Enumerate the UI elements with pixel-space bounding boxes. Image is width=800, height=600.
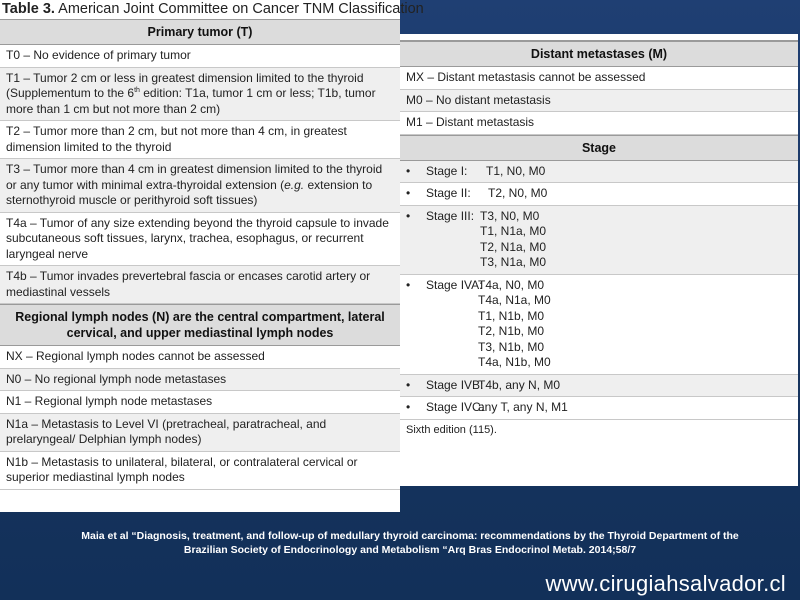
regional-nodes-header: Regional lymph nodes (N) are the central compartment, lateral cervical, and upper mediastinal lymph nodes [0,304,400,346]
regional-nodes-row-n1a: N1a – Metastasis to Level VI (pretracheal, paratracheal, and prelaryngeal/ Delphian lymph nodes) [0,414,400,452]
primary-tumor-row-t3 [0,159,400,213]
stage-combos: T1, N0, M0 [486,163,546,178]
t1-superscript: th [134,87,140,94]
stage-combos: any T, any N, M1 [478,400,568,414]
stage-name: Stage IVC: [426,400,485,414]
primary-tumor-row-t4b: T4b – Tumor invades prevertebral fascia or encases carotid artery or mediastinal vessels [0,266,400,304]
primary-tumor-row-t0: T0 – No evidence of primary tumor [0,45,400,68]
t1-text-b: edition: T1a, tumor 1 cm or less; T1b, tumor more than 1 cm but not more than 2 cm) [6,86,376,116]
stage-combos: T4a, N0, M0 T4a, N1a, M0 T1, N1b, M0 T2, N1b, M0 T3, N1b, M0 T4a, N1b, M0 [478,277,551,369]
regional-nodes-row-n1: N1 – Regional lymph node metastases [0,391,400,414]
regional-nodes-row-nx: NX – Regional lymph nodes cannot be assessed [0,346,400,369]
stage-combos: T3, N0, M0 T1, N1a, M0 T2, N1a, M0 T3, N1a, M0 [480,208,547,269]
bullet-icon: • [406,208,411,223]
table-caption: American Joint Committee on Cancer TNM Classification [54,1,424,17]
bullet-icon: • [406,277,411,292]
stage-row-ivc [400,397,798,420]
t1-text-a: T1 – Tumor 2 cm or less in greatest dimension limited to the thyroid (Supplementum to the 6 [6,70,364,100]
regional-nodes-row-n1b: N1b – Metastasis to unilateral, bilateral, or contralateral cervical or superior mediastinal lymph nodes [0,452,400,490]
regional-nodes-row-n0: N0 – No regional lymph node metastases [0,369,400,392]
bullet-icon: • [406,163,411,178]
stage-name: Stage I: [426,163,468,178]
bullet-icon: • [406,400,411,414]
t3-text-b: extension to sternothyroid muscle or perithyroid soft tissues) [6,177,373,207]
left-table-panel [0,0,424,512]
website-url: www.cirugiahsalvador.cl [545,571,786,596]
primary-tumor-header: Primary tumor (T) [0,19,400,45]
stage-header: Stage [400,135,798,161]
citation-text: Maia et al “Diagnosis, treatment, and follow-up of medullary thyroid carcinoma: recommendations by the Thyroid Department of the Brazilian Society of Endocrinology and Metabolism “Arq Bras Endocrinol Metab. 2014;58/7 [81,530,739,556]
distant-metastases-row-m0: M0 – No distant metastasis [400,90,798,113]
distant-metastases-row-mx: MX – Distant metastasis cannot be assessed [400,67,798,90]
stage-row-iii [400,206,798,275]
stage-row-ii [400,183,798,206]
stage-name: Stage IVB: [426,377,484,392]
table-title [0,0,424,19]
right-table-panel [400,34,798,486]
bullet-icon: • [406,377,411,392]
stage-combos: T4b, any N, M0 [478,377,561,392]
stage-name: Stage III: [426,208,475,223]
cropped-strip [400,34,798,41]
stage-name: Stage II: [426,186,471,200]
stage-name: Stage IVA: [426,277,483,292]
bullet-icon: • [406,186,411,200]
primary-tumor-row-t4a: T4a – Tumor of any size extending beyond the thyroid capsule to invade subcutaneous soft tissues, larynx, trachea, esophagus, or recurrent laryngeal nerve [0,213,400,267]
t3-text-a: T3 – Tumor more than 4 cm in greatest dimension limited to the thyroid or any tumor with minimal extra-thyroidal extension ( [6,162,383,192]
t3-italic: e.g. [284,177,305,192]
primary-tumor-row-t2: T2 – Tumor more than 2 cm, but not more than 4 cm, in greatest dimension limited to the thyroid [0,121,400,159]
stage-combos: T2, N0, M0 [488,186,548,200]
table-number: Table 3. [2,1,55,17]
stage-row-ivb [400,375,798,398]
distant-metastases-header: Distant metastases (M) [400,41,798,67]
distant-metastases-row-m1: M1 – Distant metastasis [400,112,798,135]
primary-tumor-row-t1 [0,68,400,122]
stage-row-iva [400,275,798,375]
stage-row-i [400,161,798,184]
table-footnote: Sixth edition (115). [406,423,497,436]
